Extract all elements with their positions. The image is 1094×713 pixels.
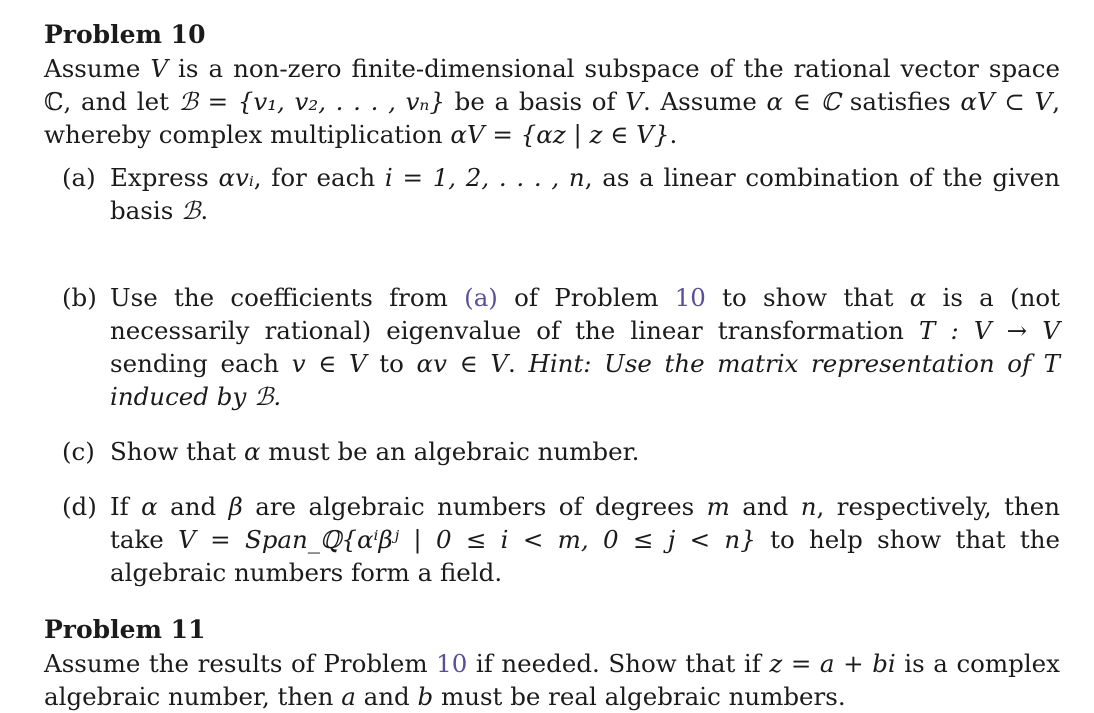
text-run: Use the coefficients from	[110, 283, 465, 312]
math-inline: ℬ	[181, 196, 201, 225]
text-run: .	[669, 120, 678, 149]
text-run: .	[508, 349, 529, 378]
math-inline: i = 1, 2, . . . , n	[384, 163, 585, 192]
text-run: must be real algebraic numbers.	[433, 682, 846, 711]
item-label: (d)	[62, 492, 97, 521]
item-text	[110, 490, 1060, 589]
item-a-reference-link[interactable]: (a)	[464, 283, 498, 312]
item-label: (b)	[62, 283, 97, 312]
math-inline: V	[150, 54, 169, 83]
text-run: if needed. Show that if	[467, 649, 770, 678]
math-inline: α	[141, 492, 158, 521]
math-inline: αV = {αz | z ∈ V}	[450, 120, 670, 149]
text-run: . Assume	[643, 87, 767, 116]
text-run: , respectively, then take	[110, 492, 1060, 554]
math-inline: V	[625, 87, 643, 116]
text-run: , for each	[253, 163, 385, 192]
math-inline: n	[800, 492, 817, 521]
item-label: (a)	[62, 163, 96, 192]
math-inline: α	[243, 437, 261, 466]
text-run: sending each	[110, 349, 292, 378]
text-run: be a basis of	[444, 87, 626, 116]
text-run: , as a linear combination of the given basis	[110, 163, 1060, 225]
text-run: to help show that the algebraic numbers form a field.	[110, 525, 1061, 587]
problem-10-heading: Problem 10	[44, 20, 206, 49]
math-inline: αvᵢ	[218, 163, 254, 192]
problem-11-statement	[44, 647, 1060, 713]
text-run: , whereby complex multiplication	[44, 87, 1060, 149]
text-run: If	[110, 492, 142, 521]
text-run: satisfies	[840, 87, 961, 116]
math-inline: αV ⊂ V	[960, 87, 1053, 116]
item-text	[110, 435, 1060, 468]
math-inline: V = Span_ℚ{αⁱβʲ | 0 ≤ i < m, 0 ≤ j < n}	[178, 525, 756, 554]
text-run: Assume the results of Problem	[44, 649, 437, 678]
problem-10-statement	[44, 52, 1060, 151]
text-run: must be an algebraic number.	[260, 437, 640, 466]
document-page	[44, 18, 1060, 713]
text-run: is a (not necessarily rational) eigenvalue of the linear transformation	[110, 283, 1060, 345]
math-inline: α ∈ ℂ	[766, 87, 841, 116]
text-run: Assume	[44, 54, 151, 83]
text-run: and	[729, 492, 801, 521]
text-run: Show that	[110, 437, 244, 466]
item-a	[44, 161, 1060, 227]
item-c	[44, 435, 1060, 468]
item-d	[44, 490, 1060, 589]
text-run: are algebraic numbers of degrees	[242, 492, 707, 521]
text-run: to show that	[705, 283, 910, 312]
item-b	[44, 281, 1060, 413]
math-inline: ℬ = {v₁, v₂, . . . , vₙ}	[178, 87, 445, 116]
math-inline: v ∈ V	[291, 349, 367, 378]
math-inline: αv ∈ V	[416, 349, 509, 378]
problem-10-items	[44, 161, 1060, 589]
text-run: is a complex algebraic number, then	[44, 649, 1060, 711]
hint-text: Hint: Use the matrix representation of T induced by ℬ.	[110, 349, 1061, 411]
item-label: (c)	[62, 437, 95, 466]
text-run: Express	[110, 163, 219, 192]
item-text	[110, 281, 1060, 413]
text-run: of Problem	[497, 283, 675, 312]
math-inline: β	[228, 492, 243, 521]
text-run: is a non-zero finite-dimensional subspace of the rational vector space ℂ, and let	[44, 54, 1061, 116]
text-run: and	[355, 682, 418, 711]
math-inline: α	[909, 283, 927, 312]
math-inline: z = a + bi	[769, 649, 896, 678]
math-inline: b	[417, 682, 434, 711]
math-inline: T : V → V	[919, 316, 1060, 345]
math-inline: a	[341, 682, 356, 711]
math-inline: m	[706, 492, 730, 521]
item-text	[110, 161, 1060, 227]
text-run: and	[157, 492, 229, 521]
problem-11-heading: Problem 11	[44, 615, 206, 644]
text-run: to	[366, 349, 417, 378]
problem-10-reference-link[interactable]: 10	[436, 649, 468, 678]
text-run: .	[200, 196, 209, 225]
problem-10-reference-link[interactable]: 10	[674, 283, 706, 312]
